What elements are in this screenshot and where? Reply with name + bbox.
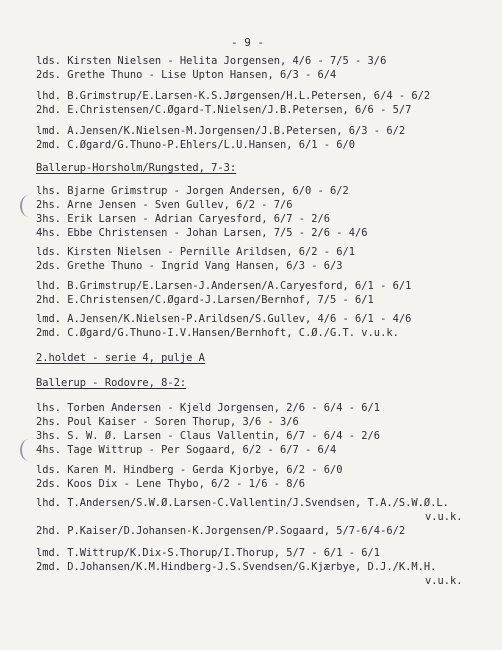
text-line: 4hs. Ebbe Christensen - Johan Larsen, 7/5 - 2/6 - 4/6 (36, 227, 368, 239)
text-line: lmd. T.Wittrup/K.Dix-S.Thorup/I.Thorup, 5/7 - 6/1 - 6/1 (36, 547, 381, 559)
section-heading: Ballerup-Horsholm/Rungsted, 7-3: (36, 162, 237, 174)
text-line: v.u.k. (425, 575, 463, 587)
text-line: v.u.k. (425, 511, 463, 523)
text-line: 2ds. Grethe Thuno - Lise Upton Hansen, 6/3 - 6/4 (36, 69, 337, 81)
text-line: 4hs. Tage Wittrup - Per Sogaard, 6/2 - 6/7 - 6/4 (36, 444, 337, 456)
text-line: lmd. A.Jensen/K.Nielsen-P.Arildsen/S.Gullev, 4/6 - 6/1 - 4/6 (36, 313, 412, 325)
text-line: lhd. T.Andersen/S.W.Ø.Larsen-C.Vallentin/J.Svendsen, T.A./S.W.Ø.L. (36, 497, 449, 509)
text-line: lhs. Bjarne Grimstrup - Jorgen Andersen, 6/0 - 6/2 (36, 185, 349, 197)
text-line: 2ds. Grethe Thuno - Ingrid Vang Hansen, 6/3 - 6/3 (36, 260, 343, 272)
text-line: lmd. A.Jensen/K.Nielsen-M.Jorgensen/J.B.Petersen, 6/3 - 6/2 (36, 125, 406, 137)
margin-mark (20, 439, 38, 461)
text-line: lhs. Torben Andersen - Kjeld Jorgensen, 2/6 - 6/4 - 6/1 (36, 402, 381, 414)
section-heading: 2.holdet - serie 4, pulje A (36, 352, 205, 364)
text-line: lhd. B.Grimstrup/E.Larsen-J.Andersen/A.Caryesford, 6/1 - 6/1 (36, 280, 412, 292)
text-line: 2hs. Arne Jensen - Sven Gullev, 6/2 - 7/6 (36, 199, 293, 211)
text-line: 2md. C.Øgard/G.Thuno-I.V.Hansen/Bernhoft, C.Ø./G.T. v.u.k. (36, 327, 399, 339)
text-line: lds. Kirsten Nielsen - Pernille Arildsen, 6/2 - 6/1 (36, 246, 356, 258)
text-line: 2ds. Koos Dix - Lene Thybo, 6/2 - 1/6 - 8/6 (36, 478, 305, 490)
text-line: 2hd. E.Christensen/C.Øgard-J.Larsen/Bernhof, 7/5 - 6/1 (36, 294, 374, 306)
margin-mark (20, 195, 38, 217)
text-line: 2md. D.Johansen/K.M.Hindberg-J.S.Svendsen/G.Kjærbye, D.J./K.M.H. (36, 561, 437, 573)
text-line: 3hs. Erik Larsen - Adrian Caryesford, 6/7 - 2/6 (36, 213, 331, 225)
text-line: 2md. C.Øgard/G.Thuno-P.Ehlers/L.U.Hansen, 6/1 - 6/0 (36, 139, 356, 151)
text-line: 3hs. S. W. Ø. Larsen - Claus Vallentin, 6/7 - 6/4 - 2/6 (36, 430, 381, 442)
text-line: lds. Karen M. Hindberg - Gerda Kjorbye, 6/2 - 6/0 (36, 464, 343, 476)
text-line: 2hd. P.Kaiser/D.Johansen-K.Jorgensen/P.Sogaard, 5/7-6/4-6/2 (36, 525, 406, 537)
page-number: - 9 - (231, 36, 265, 49)
text-line: lhd. B.Grimstrup/E.Larsen-K.S.Jørgensen/H.L.Petersen, 6/4 - 6/2 (36, 90, 431, 102)
section-heading: Ballerup - Rodovre, 8-2: (36, 377, 187, 389)
text-line: 2hs. Poul Kaiser - Soren Thorup, 3/6 - 3/6 (36, 416, 299, 428)
text-line: 2hd. E.Christensen/C.Øgard-T.Nielsen/J.B.Petersen, 6/6 - 5/7 (36, 104, 412, 116)
text-line: lds. Kirsten Nielsen - Helita Jorgensen, 4/6 - 7/5 - 3/6 (36, 55, 387, 67)
